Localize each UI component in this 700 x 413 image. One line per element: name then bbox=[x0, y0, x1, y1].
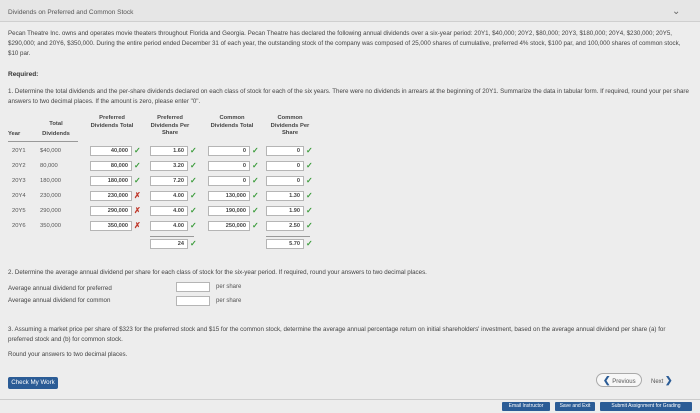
correct-check-icon: ✓ bbox=[134, 176, 141, 185]
dividends-cell: $40,000 bbox=[40, 148, 61, 154]
correct-check-icon: ✓ bbox=[252, 176, 259, 185]
submit-assignment-button[interactable]: Submit Assignment for Grading bbox=[600, 402, 692, 411]
header-year: Year bbox=[8, 131, 21, 137]
preferred-per-share-input[interactable]: 1.60 bbox=[150, 146, 188, 156]
year-cell: 20Y5 bbox=[12, 208, 26, 214]
question-1-text: 1. Determine the total dividends and the per-share dividends declared on each class of stock for each of the six years. There were no dividends in arrears at the beginning of 20Y1. Summarize the data in tabular form. If required, round your per share answers to two decimal places. If the amount is zero, please enter "0". bbox=[8, 88, 689, 105]
correct-check-icon: ✓ bbox=[190, 221, 197, 230]
header-preferred-total: Preferred Dividends Total bbox=[90, 115, 134, 129]
common-total-input[interactable]: 130,000 bbox=[208, 191, 250, 201]
dividends-cell: 290,000 bbox=[40, 208, 61, 214]
header-common-per-share: Common Dividends Per Share bbox=[270, 115, 310, 136]
header-dividends: Dividends bbox=[42, 131, 70, 137]
correct-check-icon: ✓ bbox=[134, 161, 141, 170]
common-total-input[interactable]: 190,000 bbox=[208, 206, 250, 216]
previous-label: Previous bbox=[612, 379, 636, 385]
correct-check-icon: ✓ bbox=[134, 146, 141, 155]
check-my-work-button[interactable]: Check My Work bbox=[8, 377, 58, 389]
correct-check-icon: ✓ bbox=[252, 206, 259, 215]
question-2-text: 2. Determine the average annual dividend per share for each class of stock for the six-year period. If required, round your answers to two decimal places. bbox=[8, 269, 427, 276]
common-per-share-input[interactable]: 0 bbox=[266, 146, 304, 156]
avg-common-label: Average annual dividend for common bbox=[8, 297, 111, 304]
avg-preferred-label: Average annual dividend for preferred bbox=[8, 285, 112, 292]
correct-check-icon: ✓ bbox=[252, 161, 259, 170]
common-total-input[interactable]: 0 bbox=[208, 176, 250, 186]
correct-check-icon: ✓ bbox=[306, 239, 313, 248]
year-cell: 20Y4 bbox=[12, 193, 26, 199]
email-instructor-button[interactable]: Email Instructor bbox=[502, 402, 550, 411]
dividends-cell: 180,000 bbox=[40, 178, 61, 184]
total-divider bbox=[266, 236, 310, 237]
common-total-input[interactable]: 0 bbox=[208, 161, 250, 171]
common-per-share-input[interactable]: 1.30 bbox=[266, 191, 304, 201]
total-preferred-per-share[interactable]: 24 bbox=[150, 239, 188, 249]
question-3-text: 3. Assuming a market price per share of $323 for the preferred stock and $15 for the common stock, determine the average annual percentage return on initial shareholders' investment, based on the average annual dividend per share (a) for preferred stock and (b) for common stock. bbox=[8, 326, 666, 343]
chevron-right-icon: ❯ bbox=[665, 375, 673, 385]
year-cell: 20Y1 bbox=[12, 148, 26, 154]
save-and-exit-button[interactable]: Save and Exit bbox=[555, 402, 595, 411]
year-cell: 20Y6 bbox=[12, 223, 26, 229]
common-total-input[interactable]: 0 bbox=[208, 146, 250, 156]
year-cell: 20Y3 bbox=[12, 178, 26, 184]
header-total: Total bbox=[49, 121, 63, 127]
previous-button[interactable] bbox=[596, 373, 642, 387]
correct-check-icon: ✓ bbox=[190, 239, 197, 248]
year-cell: 20Y2 bbox=[12, 163, 26, 169]
preferred-total-input[interactable]: 40,000 bbox=[90, 146, 132, 156]
per-share-unit: per share bbox=[216, 284, 242, 290]
preferred-per-share-input[interactable]: 4.00 bbox=[150, 221, 188, 231]
total-common-per-share[interactable]: 5.70 bbox=[266, 239, 304, 249]
correct-check-icon: ✓ bbox=[306, 161, 313, 170]
correct-check-icon: ✓ bbox=[252, 221, 259, 230]
chevron-down-icon[interactable]: ⌄ bbox=[672, 6, 681, 17]
correct-check-icon: ✓ bbox=[252, 146, 259, 155]
preferred-per-share-input[interactable]: 4.00 bbox=[150, 206, 188, 216]
common-per-share-input[interactable]: 1.90 bbox=[266, 206, 304, 216]
question-header[interactable] bbox=[0, 0, 700, 22]
footer-bar bbox=[0, 399, 700, 413]
correct-check-icon: ✓ bbox=[306, 176, 313, 185]
preferred-total-input[interactable]: 350,000 bbox=[90, 221, 132, 231]
common-per-share-input[interactable]: 2.50 bbox=[266, 221, 304, 231]
dividends-cell: 80,000 bbox=[40, 163, 58, 169]
correct-check-icon: ✓ bbox=[306, 221, 313, 230]
round-note: Round your answers to two decimal places. bbox=[8, 351, 128, 358]
question-title: Dividends on Preferred and Common Stock bbox=[8, 9, 134, 16]
dividends-cell: 350,000 bbox=[40, 223, 61, 229]
correct-check-icon: ✓ bbox=[306, 191, 313, 200]
preferred-total-input[interactable]: 80,000 bbox=[90, 161, 132, 171]
incorrect-x-icon: ✗ bbox=[134, 221, 141, 230]
preferred-total-input[interactable]: 180,000 bbox=[90, 176, 132, 186]
per-share-unit: per share bbox=[216, 298, 242, 304]
incorrect-x-icon: ✗ bbox=[134, 191, 141, 200]
common-total-input[interactable]: 250,000 bbox=[208, 221, 250, 231]
correct-check-icon: ✓ bbox=[190, 191, 197, 200]
correct-check-icon: ✓ bbox=[306, 206, 313, 215]
problem-statement: Pecan Theatre Inc. owns and operates movie theaters throughout Florida and Georgia. Pecan Theatre has declared the following annual dividends over a six-year period: 20Y1, $40,000; 20Y2, $80,000; 20Y3, $180,000; 20Y4, $230,000; 20Y5, $290,000; and 20Y6, $350,000. During the entire period ended December 31 of each year, the outstanding stock of the company was composed of 25,000 shares of cumulative, preferred 4% stock, $100 par, and 100,000 shares of common stock, $10 par. bbox=[8, 30, 681, 57]
correct-check-icon: ✓ bbox=[252, 191, 259, 200]
header-preferred-per-share: Preferred Dividends Per Share bbox=[150, 115, 190, 136]
preferred-total-input[interactable]: 230,000 bbox=[90, 191, 132, 201]
total-divider bbox=[150, 236, 194, 237]
next-label: Next bbox=[651, 379, 664, 385]
correct-check-icon: ✓ bbox=[190, 146, 197, 155]
common-per-share-input[interactable]: 0 bbox=[266, 161, 304, 171]
preferred-per-share-input[interactable]: 7.20 bbox=[150, 176, 188, 186]
correct-check-icon: ✓ bbox=[190, 161, 197, 170]
common-per-share-input[interactable]: 0 bbox=[266, 176, 304, 186]
correct-check-icon: ✓ bbox=[306, 146, 313, 155]
dividends-cell: 230,000 bbox=[40, 193, 61, 199]
preferred-per-share-input[interactable]: 3.20 bbox=[150, 161, 188, 171]
incorrect-x-icon: ✗ bbox=[134, 206, 141, 215]
preferred-total-input[interactable]: 290,000 bbox=[90, 206, 132, 216]
header-divider bbox=[8, 141, 78, 142]
next-button[interactable] bbox=[651, 373, 687, 387]
avg-preferred-input[interactable] bbox=[176, 282, 210, 292]
correct-check-icon: ✓ bbox=[190, 206, 197, 215]
required-label: Required: bbox=[8, 71, 39, 78]
avg-common-input[interactable] bbox=[176, 296, 210, 306]
header-common-total: Common Dividends Total bbox=[210, 115, 254, 129]
chevron-left-icon: ❮ bbox=[603, 375, 611, 385]
preferred-per-share-input[interactable]: 4.00 bbox=[150, 191, 188, 201]
correct-check-icon: ✓ bbox=[190, 176, 197, 185]
